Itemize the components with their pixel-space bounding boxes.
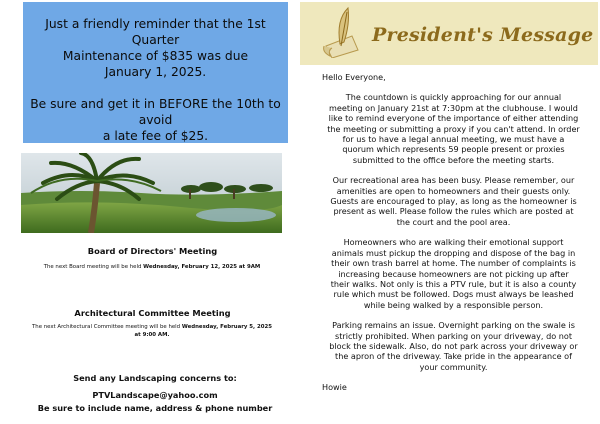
arch-meeting-title: Architectural Committee Meeting bbox=[74, 308, 231, 318]
presidents-message-body bbox=[312, 72, 595, 393]
board-meeting-text bbox=[12, 263, 292, 271]
reminder-line: Just a friendly reminder that the 1st Quarter bbox=[45, 17, 266, 47]
paragraph-parking bbox=[312, 320, 595, 372]
arch-meeting-text bbox=[12, 323, 292, 339]
paragraph-line: the meeting or submitting a proxy if you can't attend. In order bbox=[327, 123, 580, 134]
presidents-message-title: President's Message bbox=[372, 24, 594, 46]
paragraph-line: present as well. Please follow the rules which are posted at bbox=[333, 206, 574, 217]
paragraph-line: increasing because homeowners are not picking up after bbox=[338, 268, 569, 279]
paragraph-line: quorum which represents 59 people present or proxies bbox=[342, 144, 565, 155]
paragraph-line: for us to have a legal annual meeting, we must have a bbox=[342, 134, 565, 145]
paragraph-line: block the sidewalk. Also, do not park across your driveway or bbox=[329, 340, 578, 351]
reminder-line: January 1, 2025. bbox=[104, 65, 207, 79]
paragraph-line: while being walked by a responsible person. bbox=[363, 299, 544, 310]
arch-meeting-time: at 9:00 AM. bbox=[134, 332, 170, 338]
paragraph-line: The countdown is quickly approaching for our annual bbox=[345, 92, 562, 103]
paragraph-line: their own trash barrel at home. The number of complaints is bbox=[331, 258, 576, 269]
paragraph-recreational-area bbox=[312, 175, 595, 227]
paragraph-line: submitted to the office before the meeting starts. bbox=[352, 154, 555, 165]
landscape-line: Send any Landscaping concerns to: bbox=[73, 373, 237, 383]
paragraph-line: the court and the pool area. bbox=[396, 216, 511, 227]
paragraph-line: rule which must be followed. Dogs must always be leashed bbox=[333, 289, 574, 300]
paragraph-line: Parking remains an issue. Overnight parking on the swale is bbox=[332, 320, 575, 331]
paragraph-line: Our recreational area has been busy. Please remember, our bbox=[332, 175, 575, 186]
reminder-line: Be sure and get it in BEFORE the 10th to avoid bbox=[30, 97, 281, 127]
scroll-quill-icon bbox=[318, 6, 368, 58]
arch-meeting-prefix: The next Architectural Committee meeting will be held bbox=[31, 324, 182, 330]
board-meeting-date: Wednesday, February 12, 2025 at 9AM bbox=[143, 264, 261, 270]
paragraph-line: your community. bbox=[419, 361, 488, 372]
paragraph-support-animals bbox=[312, 237, 595, 310]
signature: Howie bbox=[322, 382, 347, 393]
paragraph-line: the apron of the driveway. Take pride in the appearance of bbox=[335, 351, 572, 362]
paragraph-line: their walks. Not only is this a PTV rule, but it is also a county bbox=[330, 278, 577, 289]
palm-tree-photo bbox=[21, 153, 282, 233]
landscape-contact bbox=[20, 372, 290, 415]
arch-meeting-date: Wednesday, February 5, 2025 bbox=[181, 324, 272, 330]
reminder-line: Maintenance of $835 was due bbox=[62, 49, 249, 63]
paragraph-line: Homeowners who are walking their emotional support bbox=[343, 237, 564, 248]
paragraph-annual-meeting bbox=[312, 92, 595, 165]
maintenance-reminder-box bbox=[23, 2, 288, 143]
paragraph-line: strictly prohibited. When parking on your driveway, do not bbox=[335, 330, 572, 341]
landscape-email: PTVLandscape@yahoo.com bbox=[92, 390, 218, 400]
board-meeting-prefix: The next Board meeting will be held bbox=[43, 264, 144, 270]
paragraph-line: animals must pickup the dropping and dispose of the bag in bbox=[331, 247, 576, 258]
greeting: Hello Everyone, bbox=[322, 72, 386, 82]
board-meeting-title: Board of Directors' Meeting bbox=[87, 246, 218, 256]
paragraph-line: amenities are open to homeowners and their guests only. bbox=[336, 185, 571, 196]
reminder-line: a late fee of $25. bbox=[102, 129, 209, 143]
landscape-line: Be sure to include name, address & phone number bbox=[37, 403, 273, 413]
paragraph-line: Guests are encouraged to play, as long as the homeowner is bbox=[330, 196, 577, 207]
paragraph-line: meeting on January 21st at 7:30pm at the clubhouse. I would bbox=[329, 102, 578, 113]
paragraph-line: like to remind everyone of the importance of either attending bbox=[328, 113, 579, 124]
